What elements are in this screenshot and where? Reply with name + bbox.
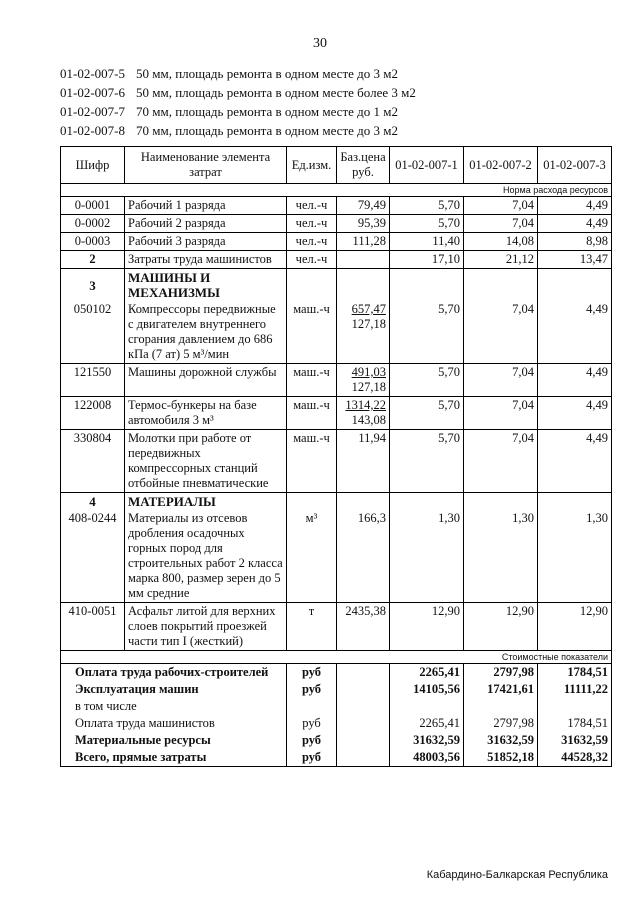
row-name: Компрессоры передвижные с двигателем внутреннего сгорания давлением до 686 кПа (7 ат) 5 м³/мин (125, 301, 287, 364)
row-v1: 12,90 (390, 603, 464, 651)
header-text: 50 мм, площадь ремонта в одном месте более 3 м2 (136, 85, 416, 100)
row-v1: 5,70 (390, 301, 464, 364)
cost-v2: 31632,59 (464, 732, 538, 749)
row-code: 0-0001 (61, 197, 125, 215)
col-header-price: Баз.цена руб. (337, 147, 390, 184)
cost-row (61, 732, 612, 749)
row-v3: 8,98 (538, 233, 612, 251)
cost-v3: 1784,51 (538, 715, 612, 732)
row-unit: чел.-ч (287, 215, 337, 233)
row-unit: чел.-ч (287, 197, 337, 215)
table-row (61, 430, 612, 493)
row-price: 95,39 (337, 215, 390, 233)
cost-note-row (61, 651, 612, 664)
row-v1: 5,70 (390, 397, 464, 430)
cost-name: Оплата труда машинистов (61, 715, 287, 732)
row-code: 410-0051 (61, 603, 125, 651)
table-row (61, 603, 612, 651)
row-v3: 4,49 (538, 301, 612, 364)
header-line (60, 83, 416, 102)
row-price (337, 301, 390, 364)
row-name: Машины дорожной службы (125, 364, 287, 397)
cost-row (61, 681, 612, 698)
row-unit: чел.-ч (287, 233, 337, 251)
section-row-machines (61, 269, 612, 302)
row-v3: 4,49 (538, 430, 612, 493)
row-name: Рабочий 1 разряда (125, 197, 287, 215)
section-row-materials (61, 493, 612, 511)
row-v2: 7,04 (464, 364, 538, 397)
cost-v1: 2265,41 (390, 715, 464, 732)
row-unit: чел.-ч (287, 251, 337, 269)
row-price (337, 397, 390, 430)
row-v2: 7,04 (464, 430, 538, 493)
row-price (337, 364, 390, 397)
row-v3: 4,49 (538, 215, 612, 233)
row-v2: 7,04 (464, 397, 538, 430)
col-header-name: Наименование элемента затрат (125, 147, 287, 184)
cost-name: в том числе (61, 698, 287, 715)
row-code: 408-0244 (61, 510, 125, 603)
row-v3: 4,49 (538, 197, 612, 215)
cost-unit: руб (287, 732, 337, 749)
row-name: Термос-бункеры на базе автомобиля 3 м³ (125, 397, 287, 430)
col-header-c1: 01-02-007-1 (390, 147, 464, 184)
cost-name: Всего, прямые затраты (61, 749, 287, 767)
cost-v1: 2265,41 (390, 664, 464, 682)
cost-name: Эксплуатация машин (61, 681, 287, 698)
table-row (61, 215, 612, 233)
row-price: 166,3 (337, 510, 390, 603)
row-unit: маш.-ч (287, 364, 337, 397)
row-name: Молотки при работе от передвижных компрессорных станций отбойные пневматические (125, 430, 287, 493)
row-v1: 5,70 (390, 364, 464, 397)
row-v2: 7,04 (464, 215, 538, 233)
cost-v2: 17421,61 (464, 681, 538, 698)
row-v2: 7,04 (464, 197, 538, 215)
header-code: 01-02-007-6 (60, 85, 125, 100)
cost-row (61, 749, 612, 767)
row-v2: 12,90 (464, 603, 538, 651)
row-v2: 14,08 (464, 233, 538, 251)
cost-row (61, 664, 612, 682)
price-secondary: 127,18 (351, 380, 386, 394)
row-code: 2 (61, 251, 125, 269)
table-row (61, 197, 612, 215)
cost-unit: руб (287, 749, 337, 767)
cost-v3: 11111,22 (538, 681, 612, 698)
header-text: 50 мм, площадь ремонта в одном месте до 3 м2 (136, 66, 398, 81)
table-header-row (61, 147, 612, 184)
cost-v3 (538, 698, 612, 715)
section-title: МАШИНЫ И МЕХАНИЗМЫ (125, 269, 287, 302)
table-row (61, 397, 612, 430)
section-title: МАТЕРИАЛЫ (125, 493, 287, 511)
header-list (60, 64, 416, 140)
table-row (61, 301, 612, 364)
row-unit: т (287, 603, 337, 651)
row-name: Материалы из отсевов дробления осадочных горных пород для строительных работ 2 класса марка 800, размер зерен до 5 мм средние (125, 510, 287, 603)
cost-v1: 48003,56 (390, 749, 464, 767)
col-header-unit: Ед.изм. (287, 147, 337, 184)
row-unit: маш.-ч (287, 430, 337, 493)
cost-note: Стоимостные показатели (61, 651, 612, 664)
row-price: 2435,38 (337, 603, 390, 651)
row-unit: маш.-ч (287, 301, 337, 364)
section-code: 4 (61, 493, 125, 511)
footer-region: Кабардино-Балкарская Республика (426, 869, 608, 881)
cost-v1 (390, 698, 464, 715)
row-v3: 13,47 (538, 251, 612, 269)
cost-v2: 51852,18 (464, 749, 538, 767)
cost-v3: 31632,59 (538, 732, 612, 749)
header-text: 70 мм, площадь ремонта в одном месте до 3 м2 (136, 123, 398, 138)
resource-table (60, 146, 612, 767)
header-text: 70 мм, площадь ремонта в одном месте до 1 м2 (136, 104, 398, 119)
row-v1: 1,30 (390, 510, 464, 603)
row-name: Затраты труда машинистов (125, 251, 287, 269)
cost-row (61, 715, 612, 732)
row-price: 111,28 (337, 233, 390, 251)
table-row (61, 233, 612, 251)
cost-row (61, 698, 612, 715)
row-name: Рабочий 3 разряда (125, 233, 287, 251)
row-price: 79,49 (337, 197, 390, 215)
row-v2: 1,30 (464, 510, 538, 603)
header-code: 01-02-007-5 (60, 66, 125, 81)
row-v2: 21,12 (464, 251, 538, 269)
norm-note: Норма расхода ресурсов (61, 184, 612, 197)
cost-v2: 2797,98 (464, 664, 538, 682)
labor-total-row (61, 251, 612, 269)
norm-note-row (61, 184, 612, 197)
cost-unit: руб (287, 664, 337, 682)
row-v1: 5,70 (390, 430, 464, 493)
cost-unit (287, 698, 337, 715)
table-row (61, 510, 612, 603)
row-price: 11,94 (337, 430, 390, 493)
cost-name: Оплата труда рабочих-строителей (61, 664, 287, 682)
price-secondary: 143,08 (351, 413, 386, 427)
row-code: 0-0002 (61, 215, 125, 233)
header-line (60, 121, 416, 140)
row-v1: 5,70 (390, 215, 464, 233)
row-v3: 4,49 (538, 364, 612, 397)
header-code: 01-02-007-7 (60, 104, 125, 119)
col-header-c3: 01-02-007-3 (538, 147, 612, 184)
row-v3: 4,49 (538, 397, 612, 430)
cost-unit: руб (287, 681, 337, 698)
row-code: 121550 (61, 364, 125, 397)
header-line (60, 102, 416, 121)
cost-v1: 31632,59 (390, 732, 464, 749)
row-v3: 12,90 (538, 603, 612, 651)
row-unit: маш.-ч (287, 397, 337, 430)
row-v2: 7,04 (464, 301, 538, 364)
row-v3: 1,30 (538, 510, 612, 603)
cost-unit: руб (287, 715, 337, 732)
price-secondary: 127,18 (351, 317, 386, 331)
section-code: 3 (61, 269, 125, 302)
price-main: 491,03 (351, 365, 386, 379)
col-header-c2: 01-02-007-2 (464, 147, 538, 184)
row-code: 122008 (61, 397, 125, 430)
row-unit: м³ (287, 510, 337, 603)
header-code: 01-02-007-8 (60, 123, 125, 138)
cost-v2: 2797,98 (464, 715, 538, 732)
row-v1: 5,70 (390, 197, 464, 215)
row-name: Асфальт литой для верхних слоев покрытий проезжей части тип I (жесткий) (125, 603, 287, 651)
row-code: 0-0003 (61, 233, 125, 251)
row-v1: 17,10 (390, 251, 464, 269)
price-main: 1314,22 (345, 398, 386, 412)
price-main: 657,47 (351, 302, 386, 316)
row-name: Рабочий 2 разряда (125, 215, 287, 233)
row-v1: 11,40 (390, 233, 464, 251)
cost-v3: 1784,51 (538, 664, 612, 682)
cost-name: Материальные ресурсы (61, 732, 287, 749)
row-code: 330804 (61, 430, 125, 493)
cost-v2 (464, 698, 538, 715)
col-header-code: Шифр (61, 147, 125, 184)
cost-v3: 44528,32 (538, 749, 612, 767)
page-number: 30 (313, 36, 327, 51)
row-code: 050102 (61, 301, 125, 364)
table-row (61, 364, 612, 397)
row-price (337, 251, 390, 269)
cost-v1: 14105,56 (390, 681, 464, 698)
header-line (60, 64, 416, 83)
